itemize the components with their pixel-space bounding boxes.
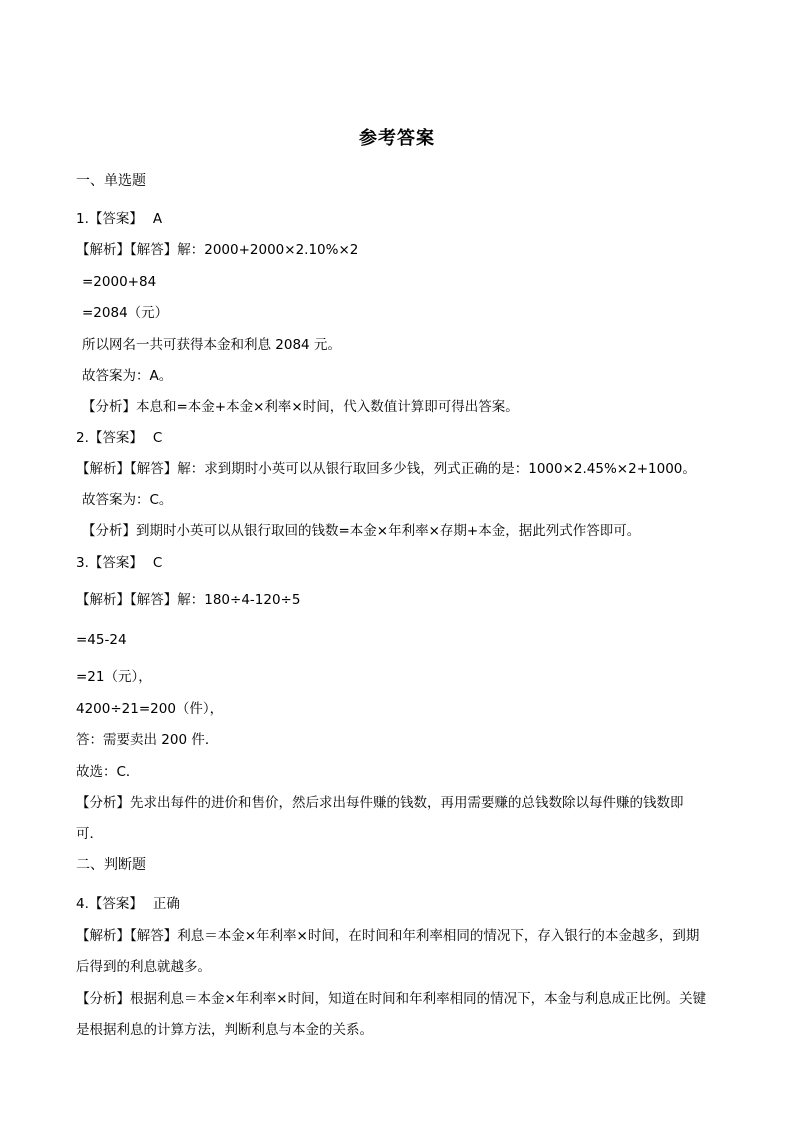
q1-final-answer: 故答案为：A。 xyxy=(82,368,173,384)
q1-answer-label: 【答案】 xyxy=(88,211,143,227)
q2-final-answer: 故答案为：C。 xyxy=(82,492,173,508)
q3-analysis-head: 【解析】【解答】解：180÷4-120÷5 xyxy=(76,592,301,608)
q3-analysis-note-line-2: 可． xyxy=(76,826,103,842)
q2-answer-label: 【答案】 xyxy=(88,430,143,446)
q4-answer-value: 正确 xyxy=(152,896,180,912)
q4-answer-label: 【答案】 xyxy=(88,896,143,912)
page-title: 参考答案 xyxy=(359,128,435,149)
q2-number: 2. xyxy=(76,430,89,446)
q3-number: 3. xyxy=(76,555,89,571)
section-heading-single-choice: 一、单选题 xyxy=(76,173,146,189)
q4-analysis-line-1: 【解析】【解答】利息＝本金×年利率×时间，在时间和年利率相同的情况下，存入银行的本金越多，到期 xyxy=(76,928,700,944)
q1-step-1: =2000+84 xyxy=(82,274,157,290)
q1-answer-value: A xyxy=(152,211,163,227)
q3-analysis-note-line-1: 【分析】先求出每件的进价和售价，然后求出每件赚的钱数，再用需要赚的总钱数除以每件赚的钱数即 xyxy=(76,795,684,811)
q4-analysis-note-line-1: 【分析】根据利息＝本金×年利率×时间，知道在时间和年利率相同的情况下，本金与利息成正比例。关键 xyxy=(76,991,707,1007)
q2-answer-line xyxy=(76,429,162,447)
q1-answer-line xyxy=(76,210,162,228)
q3-answer-label: 【答案】 xyxy=(88,555,143,571)
q2-analysis-note: 【分析】到期时小英可以从银行取回的钱数=本金×年利率×存期+本金，据此列式作答即可。 xyxy=(82,523,641,539)
q4-analysis-note-line-2: 是根据利息的计算方法，判断利息与本金的关系。 xyxy=(76,1022,373,1038)
q3-answer-line xyxy=(76,554,162,572)
q1-analysis-note: 【分析】本息和=本金+本金×利率×时间，代入数值计算即可得出答案。 xyxy=(82,399,519,415)
q4-analysis-line-2: 后得到的利息就越多。 xyxy=(76,959,211,975)
q3-step-1: =45-24 xyxy=(76,632,127,648)
q1-step-2: =2084（元） xyxy=(82,305,169,321)
q1-conclusion: 所以网名一共可获得本金和利息 2084 元。 xyxy=(82,337,341,353)
q2-answer-value: C xyxy=(152,430,163,446)
q4-answer-line xyxy=(76,895,180,913)
q3-reply: 答：需要卖出 200 件． xyxy=(76,732,219,748)
q2-analysis-head: 【解析】【解答】解：求到期时小英可以从银行取回多少钱，列式正确的是：1000×2.45%×2+1000。 xyxy=(76,461,696,477)
q3-final-answer: 故选：C． xyxy=(76,764,140,780)
q3-step-3: 4200÷21=200（件）， xyxy=(76,701,224,717)
q1-number: 1. xyxy=(76,211,89,227)
q4-number: 4. xyxy=(76,896,89,912)
q3-answer-value: C xyxy=(152,555,163,571)
q3-step-2: =21（元）， xyxy=(76,669,152,685)
q1-analysis-head: 【解析】【解答】解：2000+2000×2.10%×2 xyxy=(76,242,359,258)
section-heading-true-false: 二、判断题 xyxy=(76,857,146,873)
